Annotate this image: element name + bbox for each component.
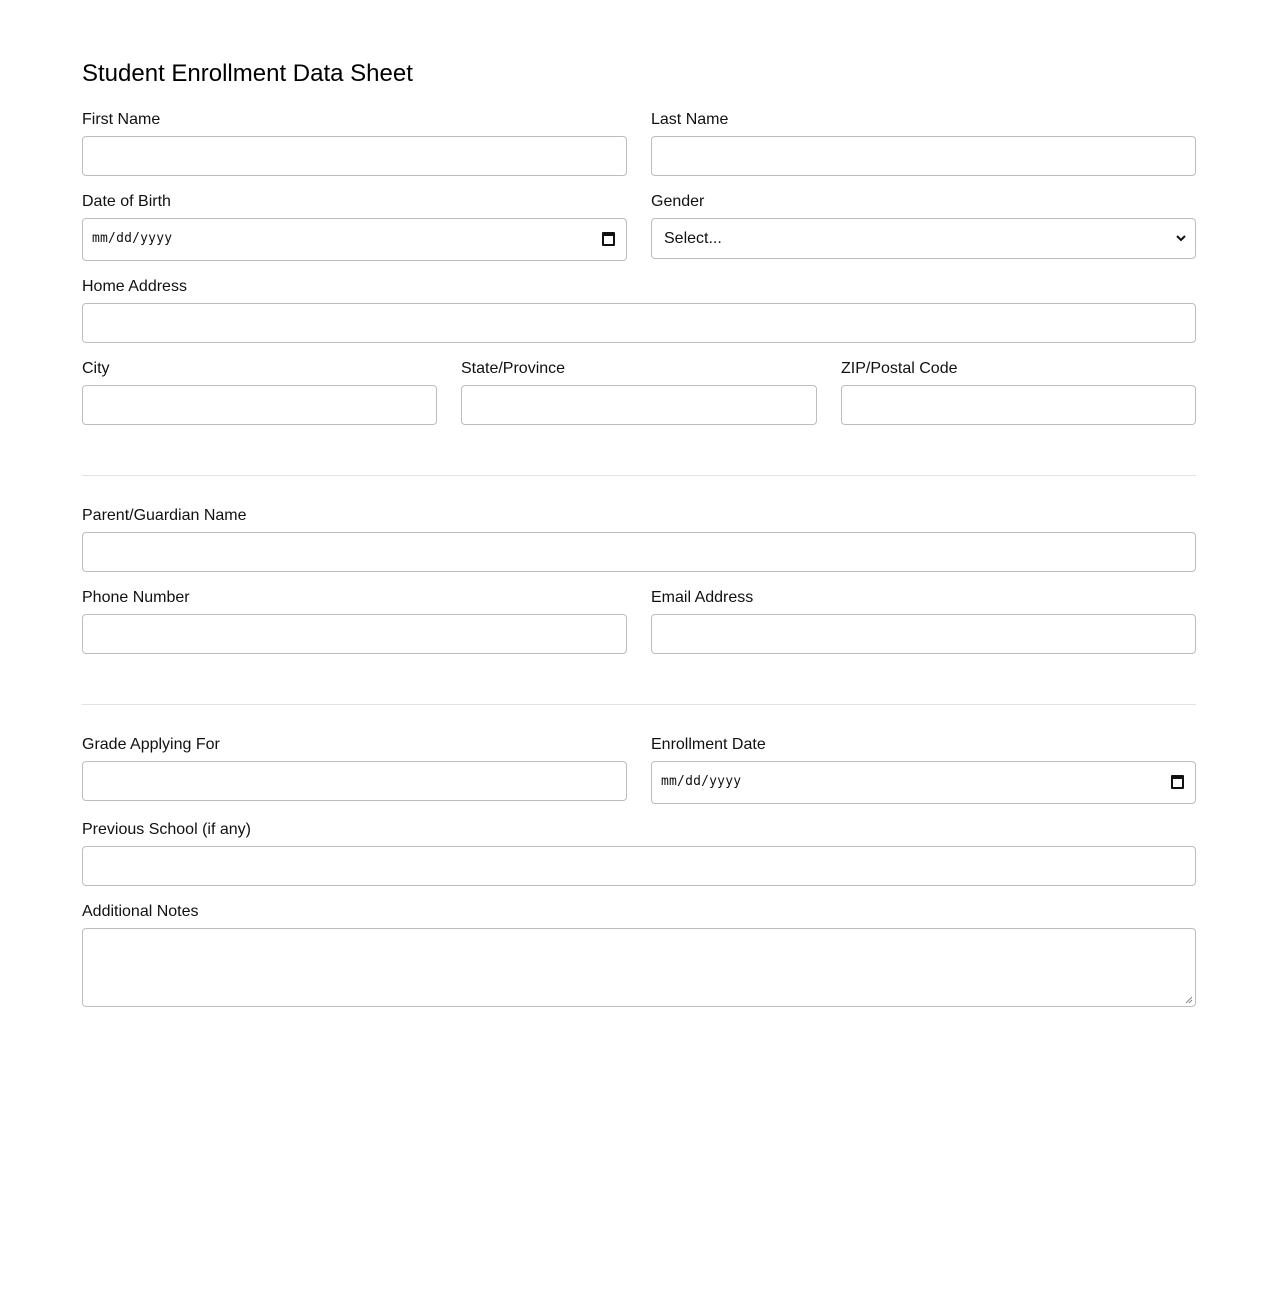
guardian-name-group	[82, 507, 1196, 572]
chevron-down-icon	[1175, 232, 1187, 244]
page-title: Student Enrollment Data Sheet	[82, 60, 413, 87]
dob-input[interactable]	[82, 218, 627, 261]
city-label: City	[82, 360, 110, 377]
phone-label: Phone Number	[82, 589, 190, 606]
zip-input[interactable]	[841, 385, 1196, 425]
dob-label: Date of Birth	[82, 193, 171, 210]
guardian-name-input[interactable]	[82, 532, 1196, 572]
grade-label: Grade Applying For	[82, 736, 220, 753]
first-name-group	[82, 111, 627, 176]
zip-label: ZIP/Postal Code	[841, 360, 958, 377]
state-input[interactable]	[461, 385, 817, 425]
email-input[interactable]	[651, 614, 1196, 654]
gender-label: Gender	[651, 193, 705, 210]
first-name-input[interactable]	[82, 136, 627, 176]
gender-select[interactable]	[651, 218, 1196, 259]
dob-group	[82, 193, 627, 261]
previous-school-input[interactable]	[82, 846, 1196, 886]
gender-group	[651, 193, 1196, 259]
dob-placeholder: mm/dd/yyyy	[92, 231, 173, 246]
enrollment-date-input[interactable]	[651, 761, 1196, 804]
enrollment-date-group	[651, 736, 1196, 804]
calendar-icon[interactable]	[1171, 775, 1184, 789]
last-name-input[interactable]	[651, 136, 1196, 176]
last-name-group	[651, 111, 1196, 176]
section-divider	[82, 704, 1196, 705]
city-input[interactable]	[82, 385, 437, 425]
section-divider	[82, 475, 1196, 476]
previous-school-group	[82, 821, 1196, 886]
phone-group	[82, 589, 627, 654]
email-group	[651, 589, 1196, 654]
first-name-label: First Name	[82, 111, 161, 128]
city-group	[82, 360, 437, 425]
calendar-icon[interactable]	[602, 232, 615, 246]
previous-school-label: Previous School (if any)	[82, 821, 251, 838]
grade-group	[82, 736, 627, 801]
notes-textarea[interactable]	[82, 928, 1196, 1007]
home-address-group	[82, 278, 1196, 343]
home-address-input[interactable]	[82, 303, 1196, 343]
grade-input[interactable]	[82, 761, 627, 801]
home-address-label: Home Address	[82, 278, 187, 295]
state-label: State/Province	[461, 360, 566, 377]
gender-selected: Select...	[664, 230, 722, 247]
state-group	[461, 360, 817, 425]
enrollment-date-label: Enrollment Date	[651, 736, 766, 753]
resize-grip-icon[interactable]	[1185, 996, 1193, 1004]
last-name-label: Last Name	[651, 111, 729, 128]
zip-group	[841, 360, 1196, 425]
enrollment-date-placeholder: mm/dd/yyyy	[661, 774, 742, 789]
phone-input[interactable]	[82, 614, 627, 654]
notes-group	[82, 903, 1196, 1007]
guardian-name-label: Parent/Guardian Name	[82, 507, 247, 524]
email-label: Email Address	[651, 589, 754, 606]
notes-label: Additional Notes	[82, 903, 199, 920]
